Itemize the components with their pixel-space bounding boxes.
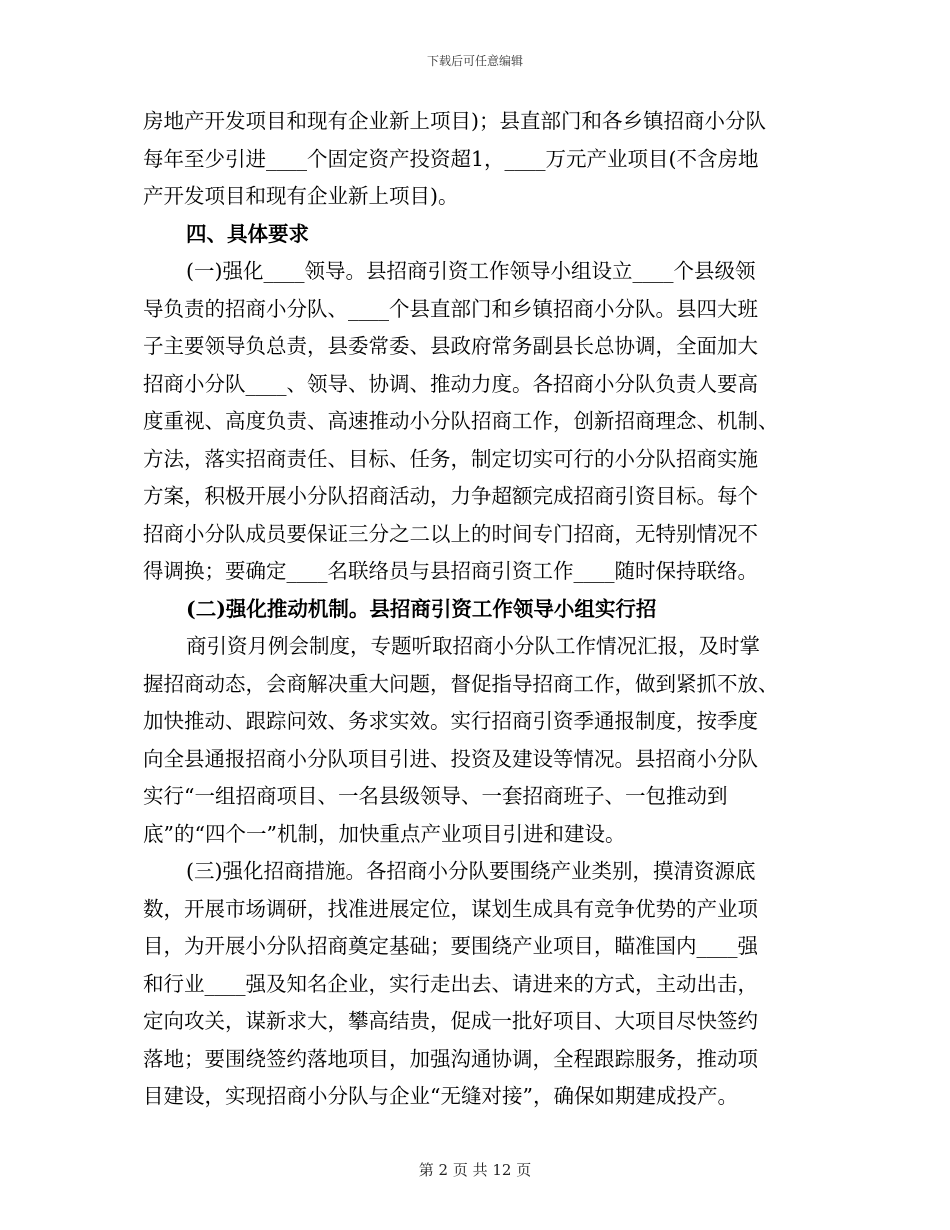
body-line: 底”的“四个一”机制，加快重点产业项目引进和建设。 (143, 821, 626, 846)
body-line: 实行“一组招商项目、一名县级领导、一套招商班子、一包推动到 (143, 784, 728, 808)
body-line: 产开发项目和现有企业新上项目)。 (143, 184, 459, 208)
body-line: 落地；要围绕签约落地项目，加强沟通协调，全程跟踪服务，推动项 (143, 1046, 758, 1071)
body-line: 导负责的招商小分队、____个县直部门和乡镇招商小分队。县四大班 (143, 296, 758, 321)
body-line: 子主要领导负总责，县委常委、县政府常务副县长总协调，全面加大 (143, 334, 758, 358)
body-line: 握招商动态，会商解决重大问题，督促指导招商工作，做到紧抓不放、 (143, 671, 779, 696)
page-header: 下载后可任意编辑 (426, 54, 523, 68)
body-line: 向全县通报招商小分队项目引进、投资及建设等情况。县招商小分队 (143, 746, 758, 771)
body-line: 商引资月例会制度，专题听取招商小分队工作情况汇报，及时掌 (186, 634, 760, 658)
body-line: (一)强化____领导。县招商引资工作领导小组设立____个县级领 (186, 259, 756, 283)
page-number: 第 2 页 共 12 页 (418, 1161, 532, 1179)
section-heading: 四、具体要求 (186, 221, 309, 246)
body-line: 方案，积极开展小分队招商活动，力争超额完成招商引资目标。每个 (143, 484, 758, 508)
body-line: 招商小分队____、领导、协调、推动力度。各招商小分队负责人要高 (143, 371, 758, 396)
body-line: 加快推动、跟踪问效、务求实效。实行招商引资季通报制度，按季度 (143, 709, 758, 733)
body-line: 定向攻关，谋新求大，攀高结贵，促成一批好项目、大项目尽快签约 (143, 1009, 758, 1033)
body-line: 数，开展市场调研，找准进展定位，谋划生成具有竞争优势的产业项 (143, 896, 758, 921)
body-line: 度重视、高度负责、高速推动小分队招商工作，创新招商理念、机制、 (143, 409, 779, 433)
body-line: 得调换；要确定____名联络员与县招商引资工作____随时保持联络。 (143, 559, 758, 583)
document-body (143, 103, 813, 1116)
body-line: 方法，落实招商责任、目标、任务，制定切实可行的小分队招商实施 (143, 446, 758, 471)
body-line: 每年至少引进____个固定资产投资超1，____万元产业项目(不含房地 (143, 146, 759, 171)
body-line: 和行业____强及知名企业，实行走出去、请进来的方式，主动出击， (143, 971, 758, 996)
body-line: (三)强化招商措施。各招商小分队要围绕产业类别，摸清资源底 (186, 859, 756, 883)
body-line: 目建设，实现招商小分队与企业“无缝对接”，确保如期建成投产。 (143, 1084, 738, 1108)
subsection-heading: (二)强化推动机制。县招商引资工作领导小组实行招 (186, 596, 657, 621)
body-line: 房地产开发项目和现有企业新上项目)；县直部门和各乡镇招商小分队 (143, 109, 766, 133)
body-line: 招商小分队成员要保证三分之二以上的时间专门招商，无特别情况不 (143, 521, 758, 546)
body-line: 目，为开展小分队招商奠定基础；要围绕产业项目，瞄准国内____强 (143, 934, 758, 958)
